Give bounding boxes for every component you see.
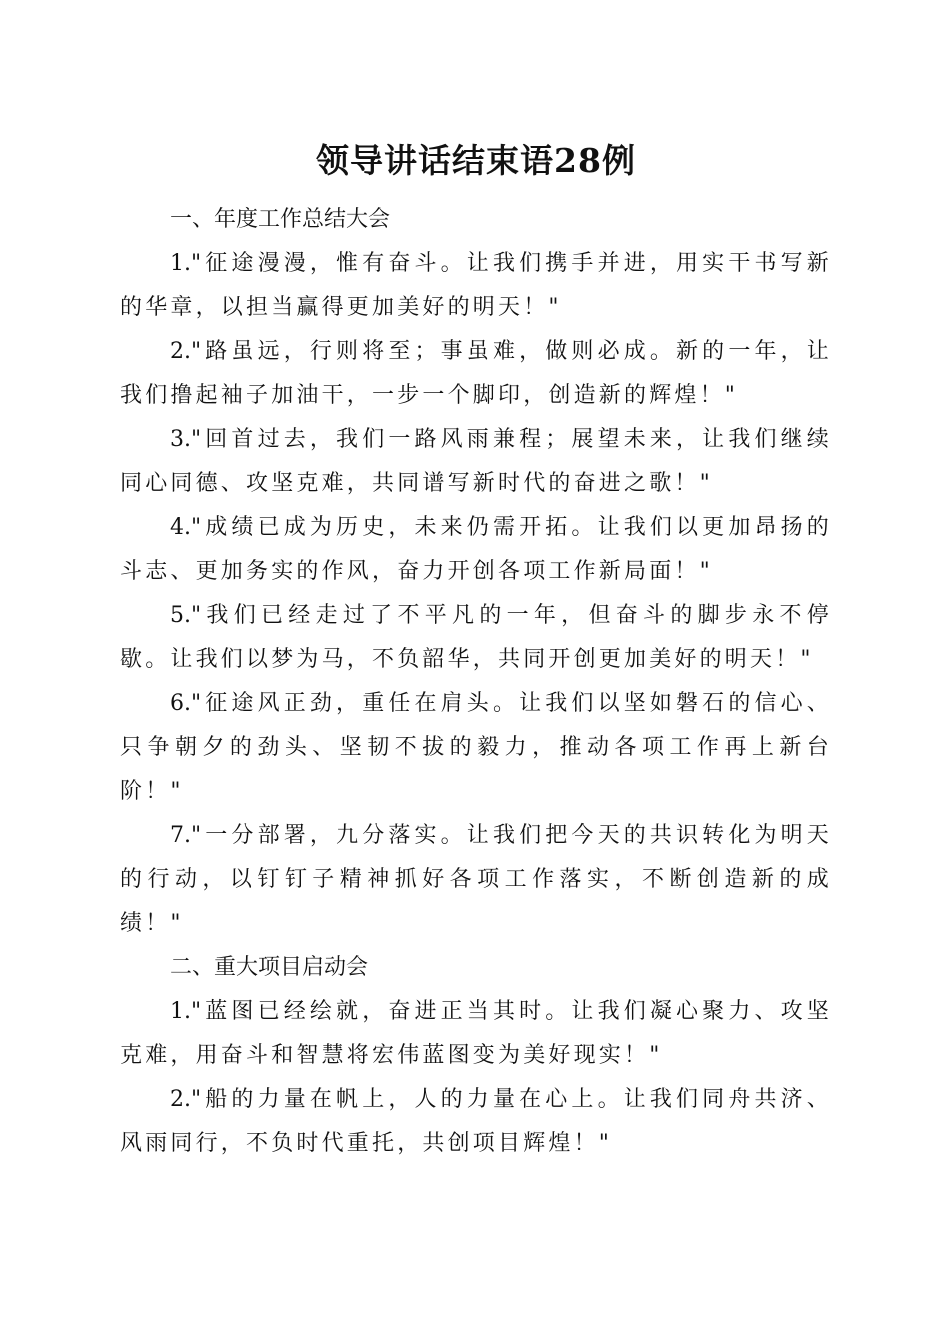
item-text: "一分部署，九分落实。让我们把今天的共识转化为明天的行动，以钉钉子精神抓好各项工作落实，不断创造新的成绩！" <box>120 823 832 936</box>
item-text: "蓝图已经绘就，奋进正当其时。让我们凝心聚力、攻坚克难，用奋斗和智慧将宏伟蓝图变为美好现实！" <box>120 999 832 1068</box>
item-number: 1. <box>170 251 191 276</box>
item-number: 2. <box>170 339 191 364</box>
item-text: "征途风正劲，重任在肩头。让我们以坚如磐石的信心、只争朝夕的劲头、坚韧不拔的毅力，推动各项工作再上新台阶！" <box>120 691 832 804</box>
item-number: 4. <box>170 515 191 540</box>
item-number: 5. <box>170 603 191 628</box>
item-text: "船的力量在帆上，人的力量在心上。让我们同舟共济、风雨同行，不负时代重托，共创项目辉煌！" <box>120 1087 832 1156</box>
item-text: "征途漫漫，惟有奋斗。让我们携手并进，用实干书写新的华章，以担当赢得更加美好的明天！" <box>120 251 832 320</box>
list-item <box>120 990 832 1078</box>
item-text: "路虽远，行则将至；事虽难，做则必成。新的一年，让我们撸起袖子加油干，一步一个脚印，创造新的辉煌！" <box>120 339 832 408</box>
list-item <box>120 242 832 330</box>
list-item <box>120 1078 832 1166</box>
item-number: 1. <box>170 999 191 1024</box>
item-text: "成绩已成为历史，未来仍需开拓。让我们以更加昂扬的斗志、更加务实的作风，奋力开创各项工作新局面！" <box>120 515 832 584</box>
item-number: 2. <box>170 1087 191 1112</box>
item-text: "我们已经走过了不平凡的一年，但奋斗的脚步永不停歇。让我们以梦为马，不负韶华，共同开创更加美好的明天！" <box>120 603 832 672</box>
item-number: 6. <box>170 691 191 716</box>
list-item <box>120 506 832 594</box>
list-item <box>120 814 832 946</box>
item-number: 7. <box>170 823 191 848</box>
list-item <box>120 330 832 418</box>
document-page <box>120 0 832 1166</box>
section-heading: 二、重大项目启动会 <box>170 955 369 980</box>
list-item <box>120 682 832 814</box>
list-item <box>120 594 832 682</box>
item-text: "回首过去，我们一路风雨兼程；展望未来，让我们继续同心同德、攻坚克难，共同谱写新时代的奋进之歌！" <box>120 427 832 496</box>
document-title: 领导讲话结束语28例 <box>316 141 636 180</box>
section-project-launch <box>120 946 832 1166</box>
item-number: 3. <box>170 427 191 452</box>
section-heading: 一、年度工作总结大会 <box>170 207 391 232</box>
list-item <box>120 418 832 506</box>
section-annual-summary <box>120 198 832 946</box>
